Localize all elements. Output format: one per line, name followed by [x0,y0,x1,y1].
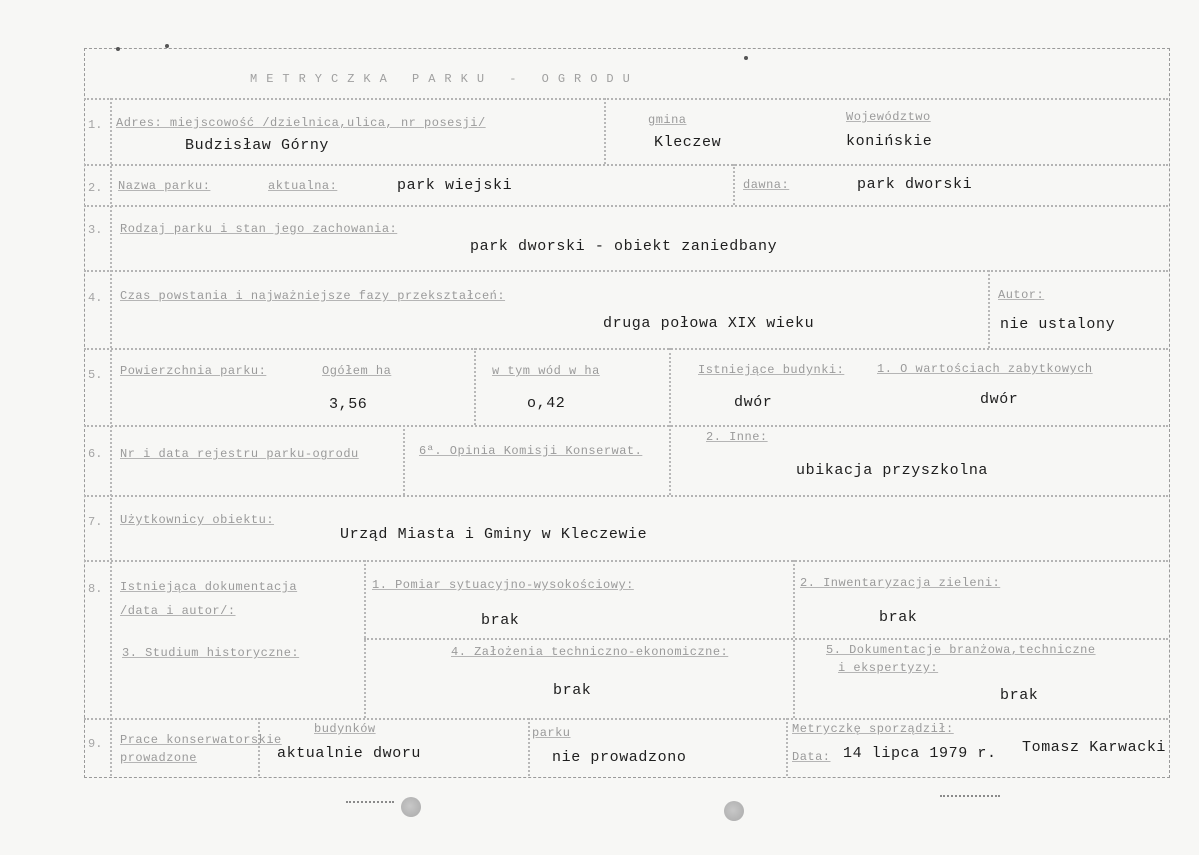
voivodeship-label: Województwo [846,110,931,124]
form-title: METRYCZKA PARKU - OGRODU [250,72,639,86]
buildings-work-label: budynków [314,722,376,736]
punch-hole [724,801,744,821]
address-value: Budzisław Górny [185,137,330,154]
rule [528,718,530,776]
date-label: Data: [792,750,831,764]
former-name-label: dawna: [743,178,790,192]
rule [604,98,606,164]
ink-spot [116,47,120,51]
creation-value: druga połowa XIX wieku [603,315,815,332]
rule [84,425,1168,427]
total-area-value: 3,56 [329,396,368,413]
branch-docs-value: brak [1000,687,1039,704]
park-type-value: park dworski - obiekt zaniedbany [470,238,778,255]
buildings-label: Istniejące budynki: [698,363,845,377]
rule [786,718,788,776]
tech-eco-label: 4. Założenia techniczno-ekonomiczne: [451,645,729,659]
rule [403,425,405,495]
users-value: Urząd Miasta i Gminy w Kleczewie [340,526,648,543]
survey-label: 1. Pomiar sytuacyjno-wysokościowy: [372,578,634,592]
branch-docs-sublabel: i ekspertyzy: [838,661,939,675]
documentation-sublabel: /data i autor/: [120,604,236,618]
opinion-label: 6ª. Opinia Komisji Konserwat. [419,444,643,458]
survey-value: brak [481,612,520,629]
water-area-label: w tym wód w ha [492,364,600,378]
row-number-5: 5. [88,368,103,382]
other-buildings-label: 2. Inne: [706,430,768,444]
prepared-by-label: Metryczkę sporządził: [792,722,954,736]
creation-label: Czas powstania i najważniejsze fazy przekształceń: [120,289,506,303]
conservation-sublabel: prowadzone [120,751,198,765]
form-frame [84,48,1170,778]
row-number-7: 7. [88,515,103,529]
rule [84,560,1168,562]
gmina-label: gmina [648,113,687,127]
rule [84,98,1168,100]
register-label: Nr i data rejestru parku-ogrodu [120,447,359,461]
rule [84,205,1168,207]
punch-hole [401,797,421,817]
row-number-8: 8. [88,582,103,596]
park-work-label: parku [532,726,571,740]
rule [84,718,1168,720]
row-number-4: 4. [88,291,103,305]
rule [110,98,112,776]
buildings-work-value: aktualnie dworu [277,745,422,762]
other-buildings-value: ubikacja przyszkolna [796,462,989,479]
author-value: nie ustalony [1000,316,1116,333]
building-right-value: dwór [980,391,1019,408]
prepared-by-value: Tomasz Karwacki [1022,739,1167,756]
inventory-value: brak [879,609,918,626]
current-name-value: park wiejski [397,177,513,194]
park-work-value: nie prowadzono [552,749,687,766]
gmina-value: Kleczew [654,134,722,151]
row-number-1: 1. [88,118,103,132]
building-left-value: dwór [734,394,773,411]
margin-mark [940,795,1000,797]
ink-spot [744,56,748,60]
rule [84,164,1168,166]
address-label: Adres: miejscowość /dzielnica,ulica, nr posesji/ [116,116,486,130]
rule [258,718,260,776]
park-name-label: Nazwa parku: [118,179,211,193]
tech-eco-value: brak [553,682,592,699]
author-label: Autor: [998,288,1045,302]
conservation-label: Prace konserwatorskie [120,733,282,747]
rule [988,270,990,348]
total-area-label: Ogółem ha [322,364,392,378]
rule [84,270,1168,272]
rule [669,348,671,495]
current-name-label: aktualna: [268,179,338,193]
rule [364,638,1168,640]
inventory-label: 2. Inwentaryzacja zieleni: [800,576,1001,590]
rule [84,495,1168,497]
row-number-9: 9. [88,737,103,751]
users-label: Użytkownicy obiektu: [120,513,275,527]
documentation-label: Istniejąca dokumentacja [120,580,298,594]
rule [474,348,476,425]
row-number-6: 6. [88,447,103,461]
former-name-value: park dworski [857,176,973,193]
margin-mark [346,801,394,803]
area-label: Powierzchnia parku: [120,364,267,378]
rule [364,560,366,718]
historic-buildings-label: 1. O wartościach zabytkowych [877,362,1093,376]
voivodeship-value: konińskie [846,133,933,150]
date-value: 14 lipca 1979 r. [843,745,997,762]
ink-spot [165,44,169,48]
park-type-label: Rodzaj parku i stan jego zachowania: [120,222,398,236]
rule [733,164,735,205]
row-number-2: 2. [88,181,103,195]
branch-docs-label: 5. Dokumentacje branżowa,techniczne [826,643,1096,657]
row-number-3: 3. [88,223,103,237]
rule [84,348,1168,350]
history-study-label: 3. Studium historyczne: [122,646,300,660]
water-area-value: o,42 [527,395,566,412]
rule [793,560,795,718]
